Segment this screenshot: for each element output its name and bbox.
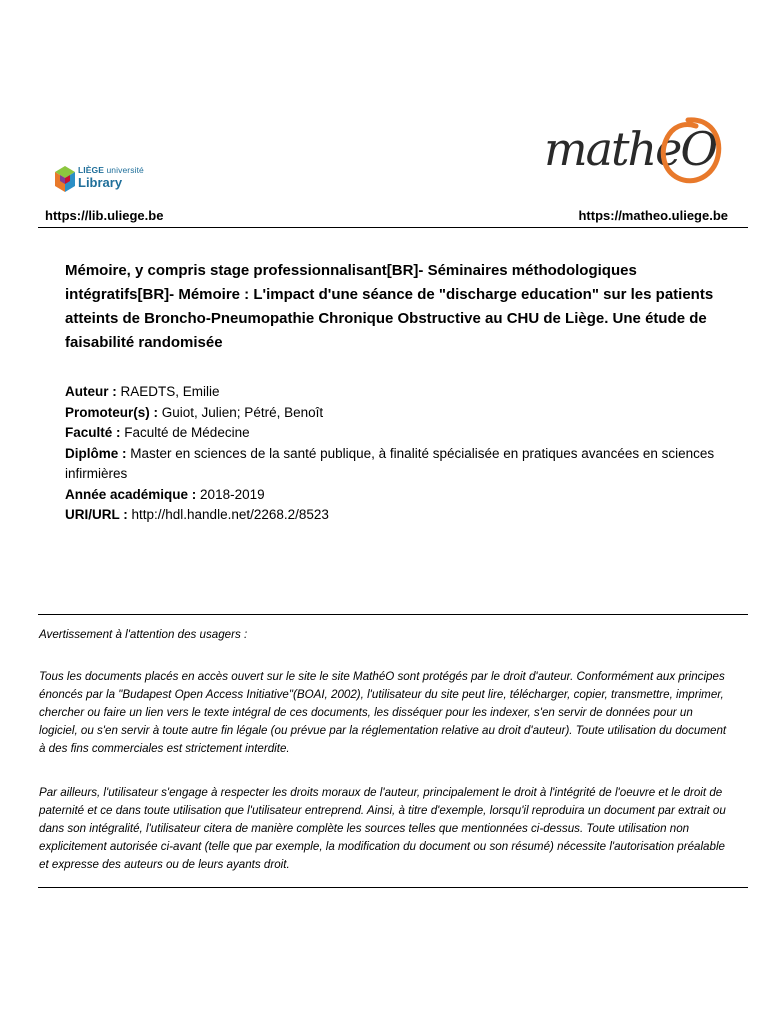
uliege-logo-line2: Library bbox=[78, 175, 123, 190]
notice-bottom-divider bbox=[38, 887, 748, 888]
meta-faculty: Faculté : Faculté de Médecine bbox=[65, 425, 250, 440]
document-title: Mémoire, y compris stage professionnalisant[BR]- Séminaires méthodologiques intégratifs[BR]- Mémoire : L'impact d'une séance de "discharge education" sur les patients atteints de Broncho-Pneumopathie Chronique Obstructive au CHU de Liège. Une étude de faisabilité randomisée bbox=[65, 262, 714, 351]
notice-paragraph-2: Par ailleurs, l'utilisateur s'engage à respecter les droits moraux de l'auteur, principalement le droit à l'intégrité de l'oeuvre et le droit de paternité et ce dans toute utilisation que l'utilisateur entreprend. Ainsi, à titre d'exemple, lorsqu'il reproduira un document par extrait ou dans son intégralité, l'utilisateur citera de manière complète les sources telles que mentionnées ci-dessus. Toute utilisation non explicitement autorisée ci-avant (telle que par exemple, la modification du document ou son résumé) nécessite l'autorisation préalable et expresse des auteurs ou de leurs ayants droit. bbox=[39, 786, 726, 871]
uliege-library-logo bbox=[54, 162, 184, 194]
notice-top-divider bbox=[38, 614, 748, 615]
uliege-logo-line1: LIÈGE université bbox=[78, 165, 144, 175]
lib-uliege-link[interactable]: https://lib.uliege.be bbox=[45, 208, 164, 223]
meta-promoters: Promoteur(s) : Guiot, Julien; Pétré, Benoît bbox=[65, 404, 324, 420]
notice-heading: Avertissement à l'attention des usagers : bbox=[39, 628, 248, 641]
matheo-uliege-link[interactable]: https://matheo.uliege.be bbox=[578, 208, 728, 223]
meta-diploma: Diplôme : Master en sciences de la santé publique, à finalité spécialisée en pratiques avancées en sciences infirmières bbox=[65, 445, 715, 481]
uliege-logo-icon bbox=[54, 164, 76, 194]
metadata-block bbox=[65, 382, 715, 526]
header-divider bbox=[38, 227, 748, 228]
notice-paragraph-1: Tous les documents placés en accès ouvert sur le site le site MathéO sont protégés par le droit d'auteur. Conformément aux principes énoncés par la "Budapest Open Access Initiative"(BOAI, 2002), l'utilisateur du site peut lire, télécharger, copier, transmettre, imprimer, chercher ou faire un lien vers le texte intégral de ces documents, les disséquer pour les indexer, s'en servir de données pour un logiciel, ou s'en servir à toute autre fin légale (ou prévue par la réglementation relative au droit d'auteur). Toute utilisation du document à des fins commerciales est strictement interdite. bbox=[39, 670, 727, 755]
meta-author: Auteur : RAEDTS, Emilie bbox=[65, 384, 220, 399]
meta-academic-year: Année académique : 2018-2019 bbox=[65, 486, 265, 502]
matheo-circle-icon bbox=[648, 112, 726, 190]
handle-link[interactable]: http://hdl.handle.net/2268.2/8523 bbox=[127, 507, 329, 522]
matheo-logo-text: matheO bbox=[544, 122, 717, 176]
meta-uri: URI/URL : http://hdl.handle.net/2268.2/8523 bbox=[65, 507, 329, 522]
matheo-logo bbox=[540, 112, 730, 192]
